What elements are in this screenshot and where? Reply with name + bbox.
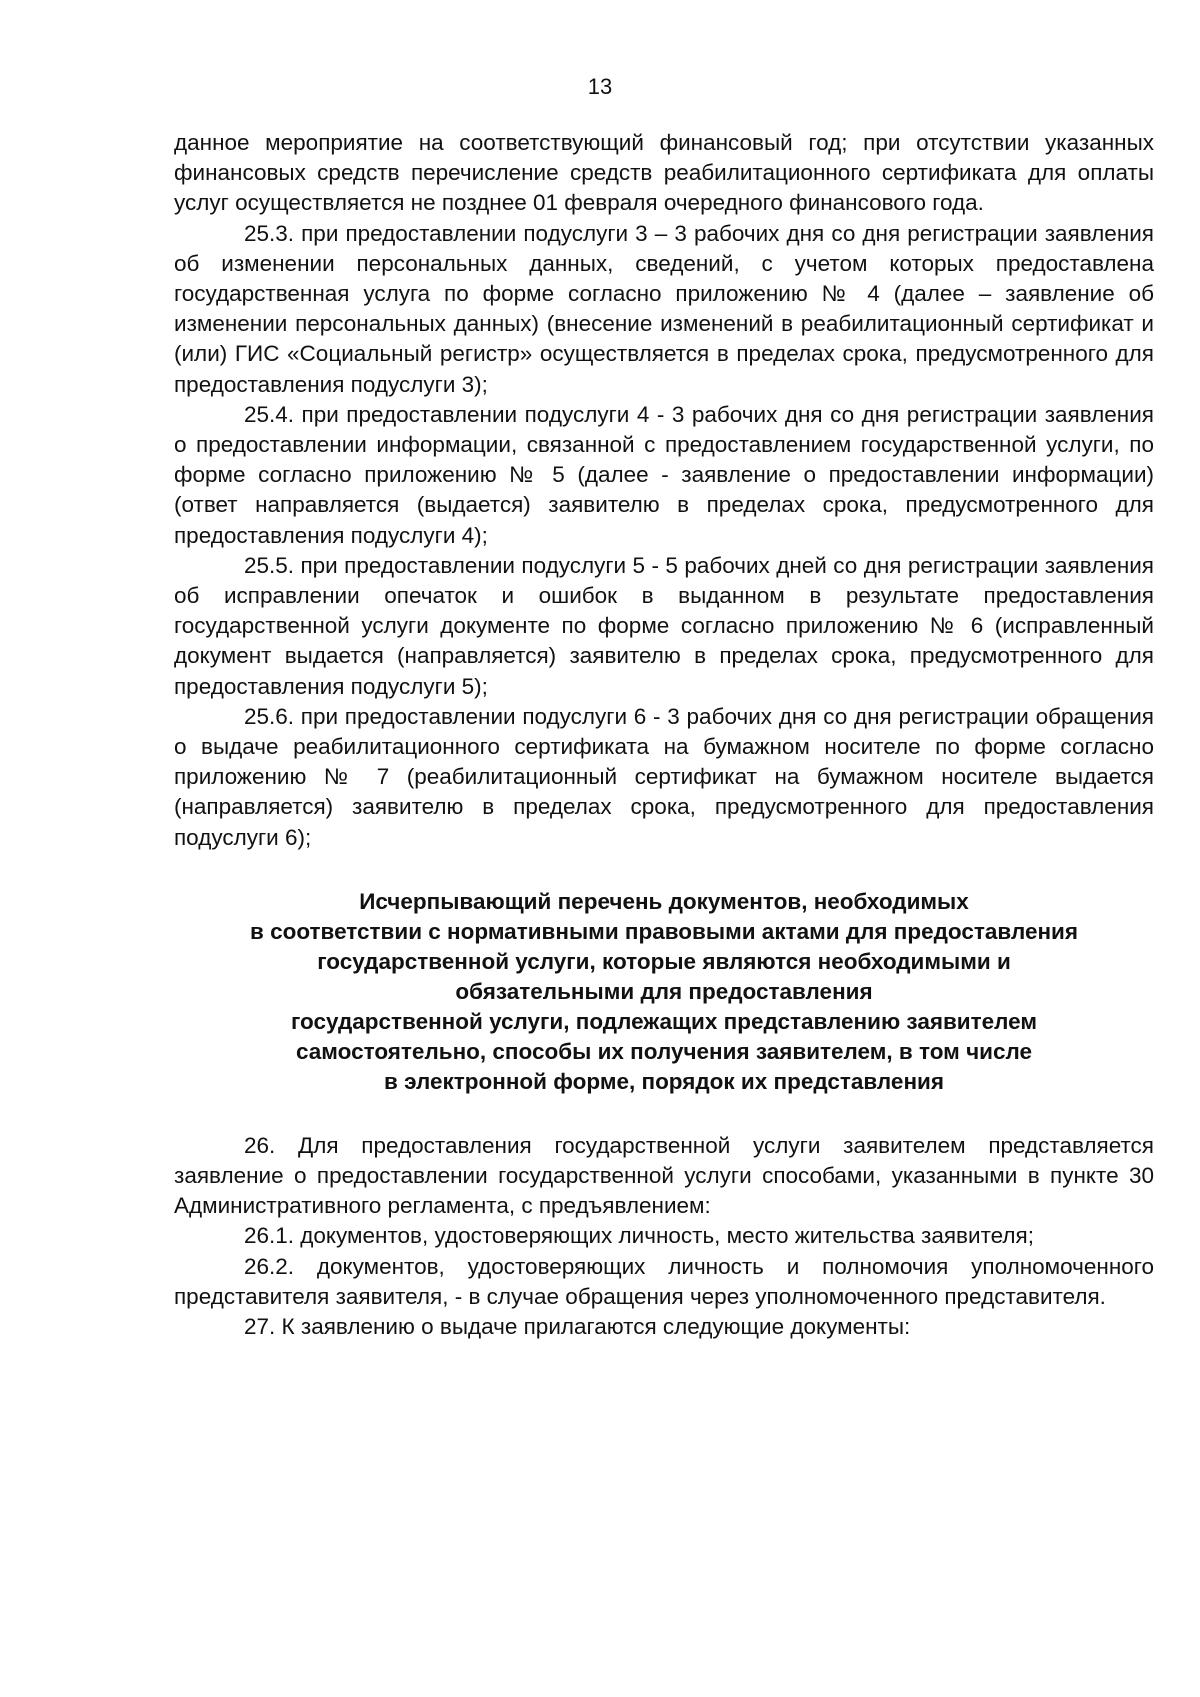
paragraph-continuation: данное мероприятие на соответствующий финансовый год; при отсутствии указанных финансовых средств перечисление средств реабилитационного сертификата для оплаты услуг осуществляется не позднее 01 февраля очередного финансового года.: [174, 130, 1154, 216]
document-body: [174, 128, 1154, 1342]
heading-line: государственной услуги, подлежащих представлению заявителем: [290, 1008, 1038, 1034]
heading-line: обязательными для предоставления: [455, 978, 873, 1004]
heading-line: Исчерпывающий перечень документов, необходимых: [359, 888, 969, 914]
heading-line: самостоятельно, способы их получения заявителем, в том числе: [296, 1038, 1032, 1064]
heading-line: в электронной форме, порядок их представления: [384, 1068, 944, 1094]
paragraph-25-5: 25.5. при предоставлении подуслуги 5 - 5 рабочих дней со дня регистрации заявления об исправлении опечаток и ошибок в выданном в результате предоставления государственной услуги документе по форме согласно приложению № 6 (исправленный документ выдается (направляется) заявителю в пределах срока, предусмотренного для предоставления подуслуги 5);: [174, 552, 1154, 699]
paragraph-25-3: 25.3. при предоставлении подуслуги 3 – 3 рабочих дня со дня регистрации заявления об изменении персональных данных, сведений, с учетом которых предоставлена государственная услуга по форме согласно приложению № 4 (далее – заявление об изменении персональных данных) (внесение изменений в реабилитационный сертификат и (или) ГИС «Социальный регистр» осуществляется в пределах срока, предусмотренного для предоставления подуслуги 3);: [174, 220, 1154, 397]
section-heading: [174, 887, 1154, 1097]
paragraph-27: 27. К заявлению о выдаче прилагаются следующие документы:: [244, 1314, 911, 1340]
paragraph-26: 26. Для предоставления государственной услуги заявителем представляется заявление о предоставлении государственной услуги способами, указанными в пункте 30 Административного регламента, с предъявлением:: [174, 1132, 1154, 1219]
paragraph-26-2: 26.2. документов, удостоверяющих личность и полномочия уполномоченного представителя заявителя, - в случае обращения через уполномоченного представителя.: [174, 1253, 1154, 1309]
heading-line: государственной услуги, которые являются необходимыми и: [317, 948, 1011, 974]
page-number: 13: [587, 74, 613, 99]
heading-line: в соответствии с нормативными правовыми актами для предоставления: [249, 918, 1079, 944]
paragraph-26-1: 26.1. документов, удостоверяющих личность, место жительства заявителя;: [244, 1223, 1034, 1249]
paragraph-25-4: 25.4. при предоставлении подуслуги 4 - 3 рабочих дня со дня регистрации заявления о предоставлении информации, связанной с предоставлением государственной услуги, по форме согласно приложению № 5 (далее - заявление о предоставлении информации) (ответ направляется (выдается) заявителю в пределах срока, предусмотренного для предоставления подуслуги 4);: [174, 401, 1154, 548]
paragraph-25-6: 25.6. при предоставлении подуслуги 6 - 3 рабочих дня со дня регистрации обращения о выдаче реабилитационного сертификата на бумажном носителе по форме согласно приложению № 7 (реабилитационный сертификат на бумажном носителе выдается (направляется) заявителю в пределах срока, предусмотренного для предоставления подуслуги 6);: [174, 703, 1154, 850]
